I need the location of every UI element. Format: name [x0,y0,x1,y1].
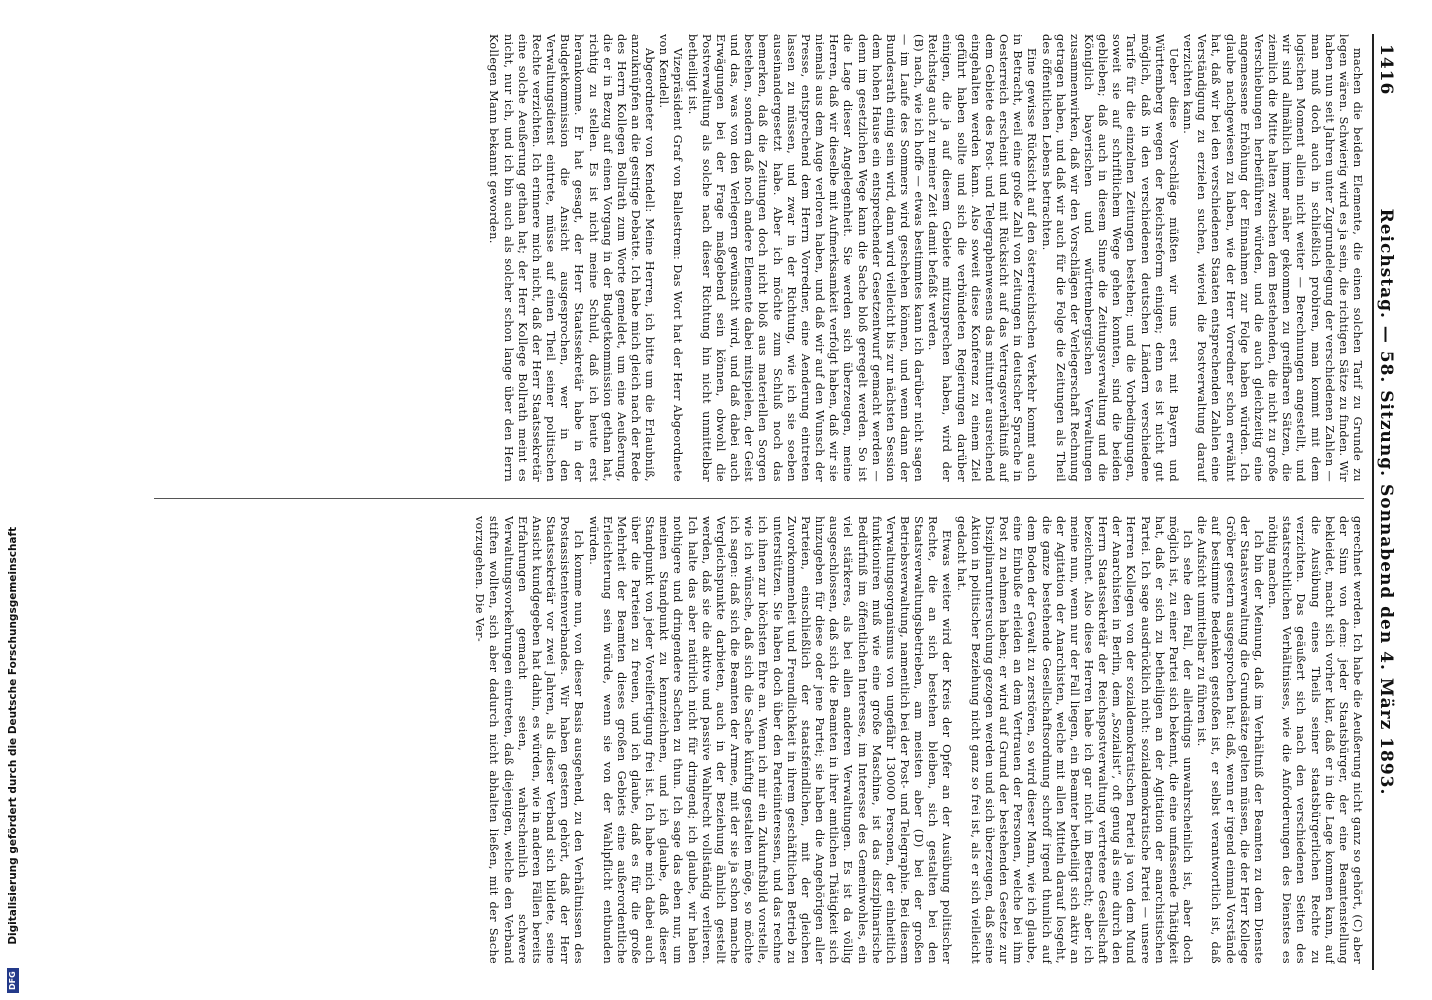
digitization-credit [6,0,20,999]
page-title: Reichstag. — 58. Sitzung. Sonnabend den 4. März 1893. [1376,208,1396,796]
right-column [144,516,1364,964]
paragraph: gerechnet werden. Ich habe die Aeußerung nicht ganz so gehört, (C) aber der Sinn von dem: jeder Staatsbürger, der eine Beamtenstellung bekleidet, macht sich vorher klar, daß er in die Lage kommen kann, auf die Ausübung eines Theils seiner staatsbürgerlichen Rechte zu verzichten. Das geäußert sich nach den verschiedenen Seiten des staatsrechtlichen Verhältnisses, wie die Anforderungen des Dienstes es nöthig machen. [1266,516,1364,964]
paragraph: Eine gewisse Rücksicht auf den österreichischen Verkehr kommt auch in Betracht, weil eine große Zahl von Zeitungen in deutscher Sprache in Oesterreich erscheint und mit Rücksicht auf das Vertragsverhältniß auf dem Gebiete des Post- und Telegraphenwesens das mitunter ausreichend eingehalten werden kann. Also soweit diese Konferenz zu einem Ziel geführt haben sollte und sich die verbündeten Regierungen darüber einigen, die ja auf diesem Gebiete mitzusprechen haben, wird der Reichstag auch zu meiner Zeit damit befaßt werden. [926,34,1039,482]
dfg-logo: DFG [7,968,19,993]
paragraph: machen die beiden Elemente, die einen solchen Tarif zu Grunde zu legen wären. Schwierig wird es ja sein, die richtigen Sätze zu finden. Wir haben nun seit Jahren unter Zugrundelegung der verschiedenen Zahlen — man muß doch auch in schließlich probiren, man kommt mit dem logischen Moment allein nicht weiter — Berechnungen angestellt, und wir sind allmählich immer näher gekommen zu greifbaren Sätzen, die ziemlich die Mitte halten zwischen dem Bestehenden, die nicht zu große Verschiebungen herbeiführen würden, und die auch gleichzeitig eine angemessene Erhöhung der Einnahmen zur Folge haben würden. Ich glaube nachgewiesen zu haben, wie der Herr Vorredner schon erwähnt hat, daß wir bei den verschiedenen Staaten entsprechenden Zahlen eine Verständigung zu erzielen suchen, wieviel die Postverwaltung darauf verzichten kann. [1181,34,1364,482]
paragraph: Ich komme nun, von dieser Basis ausgehend, zu den Verhältnissen des Postassistentenverbandes. Wir haben gestern gehört, daß der Herr Staatssekretär vor zwei Jahren, als dieser Verband sich bildete, seine Ansicht kundgegeben hat dahin, es würden, wie in anderen Fällen bereits Erfahrungen gemacht seien, wahrscheinlich schwere Verwaltungsvorkehrungen eintreten, daß diejenigen, welche den Verband stiften wollten, sich aber dadurch nicht abhalten ließen, mit der Sache vorzugehen. Die Ver- [473,516,586,964]
rotated-page [104,4,1420,1000]
paragraph: Etwas weiter wird der Kreis der Opfer an der Ausübung politischer Rechte, die an sich bestehen bleiben, sich gestalten bei den Staatsverwaltungsbetrieben, am meisten aber (D) bei der großen Betriebsverwaltung, namentlich bei der Post- und Telegraphie. Bei diesem Verwaltungsorganismus von ungefähr 130000 Personen, der einheitlich funktioniren muß wie eine große Maschine, ist das disziplinarische Bedürfniß im öffentlichen Interesse, im Interesse des Gemeinwohles, ein viel stärkeres, als bei allen anderen Verwaltungen. Es ist da völlig ausgeschlossen, daß sich die Beamten in ihrer amtlichen Thätigkeit sich hinzugeben für diese oder jene Partei; sie haben die Angehörigen aller Parteien, einschließlich der staatsfeindlichen, mit der gleichen Zuvorkommenheit und Freundlichkeit in ihrem geschäftlichen Betrieb zu unterstützen. Sie haben doch über den Parteiinteressen, und das rechne ich ihnen zur höchsten Ehre an. Wenn ich mir ein Zukunftsbild vorstelle, wie ich wünsche, daß sich die Sache künftig gestalten möge, so möchte ich sagen: daß sich die Beamten der Armee, mit der sie ja schon manche Vergleichspunkte darbieten, auch in der Beziehung ähnlich gestellt werden, daß sie die aktive und passive Wahlrecht vollständig verlieren. Ich halte das aber natürlich nicht für dringend; ich glaube, wir haben nothigere und dringendere Sachen zu thun. Ich sage das eben nur, um meinen Standpunkt zu kennzeichnen, und ich glaube, daß dieser Standpunkt von jeder Voreilfertigung frei ist. Ich habe mich dabei auch über die Parteien zu freuen, und ich glaube, daß es für die große Mehrheit der Beamten dieses großen Gebiets eine außerordentliche Erleichterung sein würde, wenn sie von der Wahlpflicht entbunden würden. [586,516,954,964]
paragraph: Ich bin der Meinung, daß im Verhältniß der Beamten zu dem Dienste der Staatsverwaltung die Grundsätze gelten müssen, die der Herr Kollege Gröber gestern ausgesprochen hat: daß, wenn er irgend einmal Vorstände auf bestimmte Bedenken gestoßen ist, er selbst verantwortlich ist, daß die Aufsicht unmittelbar zu führen ist. [1195,516,1265,964]
left-column [144,34,1364,482]
speaker-paragraph: Vizepräsident Graf von Ballestrem: Das Wort hat der Herr Abgeordnete von Kendell. [657,34,685,482]
credit-text: Digitalisierung gefördert durch die Deutsche Forschungsgemeinschaft [7,526,19,945]
page-number: 1416 [1376,44,1396,96]
column-divider [154,498,1364,499]
paragraph: Ueber diese Vorschläge müßten wir uns erst mit Bayern und Württemberg wegen der Reichsreform einigen; denn es ist nicht gut möglich, daß in den verschiedenen deutschen Ländern verschiedene Tarife für die einzelnen Zeitungen bestehen; und die Vorbedingungen, soweit sie auf schriftlichem Wege gehen konnten, sind die beiden geblieben; daß auch in diesem Sinne die Zeitungsverwaltung und die Königlich bayerischen und württembergischen Verwaltungen zusammenwirken, daß wir den Vorschlägen der Verlegerschaft Rechnung getragen haben, und daß wir auch für die Folge die Zeitungen als Theil des öffentlichen Lebens betrachten. [1039,34,1180,482]
paragraph: Ich sehe den Fall, der allerdings unwahrscheinlich ist, aber doch möglich ist, zu einer Partei sich bekennt, die eine umfassende Thätigkeit hat, daß er sich zu betheiligen an der Agitation der anarchistischen Partei. Ich sage ausdrücklich nicht: sozialdemokratische Partei — unsere Herren Kollegen von der sozialdemokratischen Partei ja von dem Mund der Anarchisten in Berlin, dem „Sozialist“, oft genug als eine durch den Herrn Staatssekretär der Reichspostverwaltung vertretene Gesellschaft bezeichnet. Also diese Herren habe ich gar nicht im Betracht; aber ich meine nun, wenn nur der Fall liegen, ein Beamter betheiligt sich aktiv an der Agitation der Anarchisten, welche mit allen Mitteln darauf losgeht, die ganze bestehende Gesellschaftsordnung schroff irgend thunlich auf dem Boden der Gewalt zu zerstören, so wird dieser Mann, wie ich glaube, eine Einbuße erleiden an dem Vertrauen der Personen, welche bei ihm Post zu nehmen haben; er wird auf Grund der bestehenden Gesetze zur Disziplinaruntersuchung gezogen werden und sich überzeugen, daß seine Aktion in politischer Beziehung nicht ganz so frei ist, als er sich vielleicht gedacht hat. [954,516,1195,964]
paragraph: (B) nach, wie ich hoffe — etwas bestimmtes kann ich darüber nicht sagen — im Laufe des Sommers wird geschehen können, und wenn dann der Bundesrath einig sein wird, dann wird vielleicht bis zur nächsten Session dem hohen Hause ein entsprechender Gesetzentwurf gemacht werden — denn im gesetzlichen Wege kann die Sache bloß geregelt werden. So ist die Lage dieser Angelegenheit. Sie werden sich überzeugen, meine Herren, daß wir dieselbe mit Aufmerksamkeit verfolgt haben, daß wir sie niemals aus dem Auge verloren haben, und daß wir auf den Wunsch der Presse, entsprechend dem Herrn Vorredner, eine Aenderung eintreten lassen zu müssen, und zwar in der Richtung, wie ich sie soeben auseinandergesetzt habe. Aber ich möchte zum Schluß noch das bemerken, daß die Zeitungen doch nicht bloß aus materiellen Sorgen bestehen, sondern daß noch andere Elemente dabei mitspielen, der Geist und das, was von den Verlegern gewünscht wird, und daß dabei auch Erwägungen bei der Frage maßgebend sein können, obwohl die Postverwaltung als solche nach dieser Richtung hin nicht unmittelbar betheiligt ist. [685,34,926,482]
header-rule [1372,34,1374,970]
speaker-paragraph: Abgeordneter von Kendell: Meine Herren, ich bitte um die Erlaubniß, anzuknüpfen an die gestrige Debatte. Ich habe mich gleich nach der Rede des Herrn Kollegen Bollrath zum Worte gemeldet, um eine Aeußerung, die er in Bezug auf einen Vorgang in der Budgetkommission gethan hat, richtig zu stellen. Es ist nicht meine Schuld, daß ich heute erst herankomme. Er hat gesagt, der Herr Staatssekretär habe in der Budgetkommission die Ansicht ausgesprochen, wer in den Verwaltungsdienst eintrete, müsse auf einen Theil seiner politischen Rechte verzichten. Ich erinnere mich nicht, daß der Herr Staatssekretär eine solche Aeußerung gethan hat; der Herr Kollege Bollrath meint es nicht, nur ich, und ich bin auch als solcher schon lange über den Herrn Kollegen Mann bekannt geworden. [487,34,657,482]
page-header [1370,4,1402,1000]
